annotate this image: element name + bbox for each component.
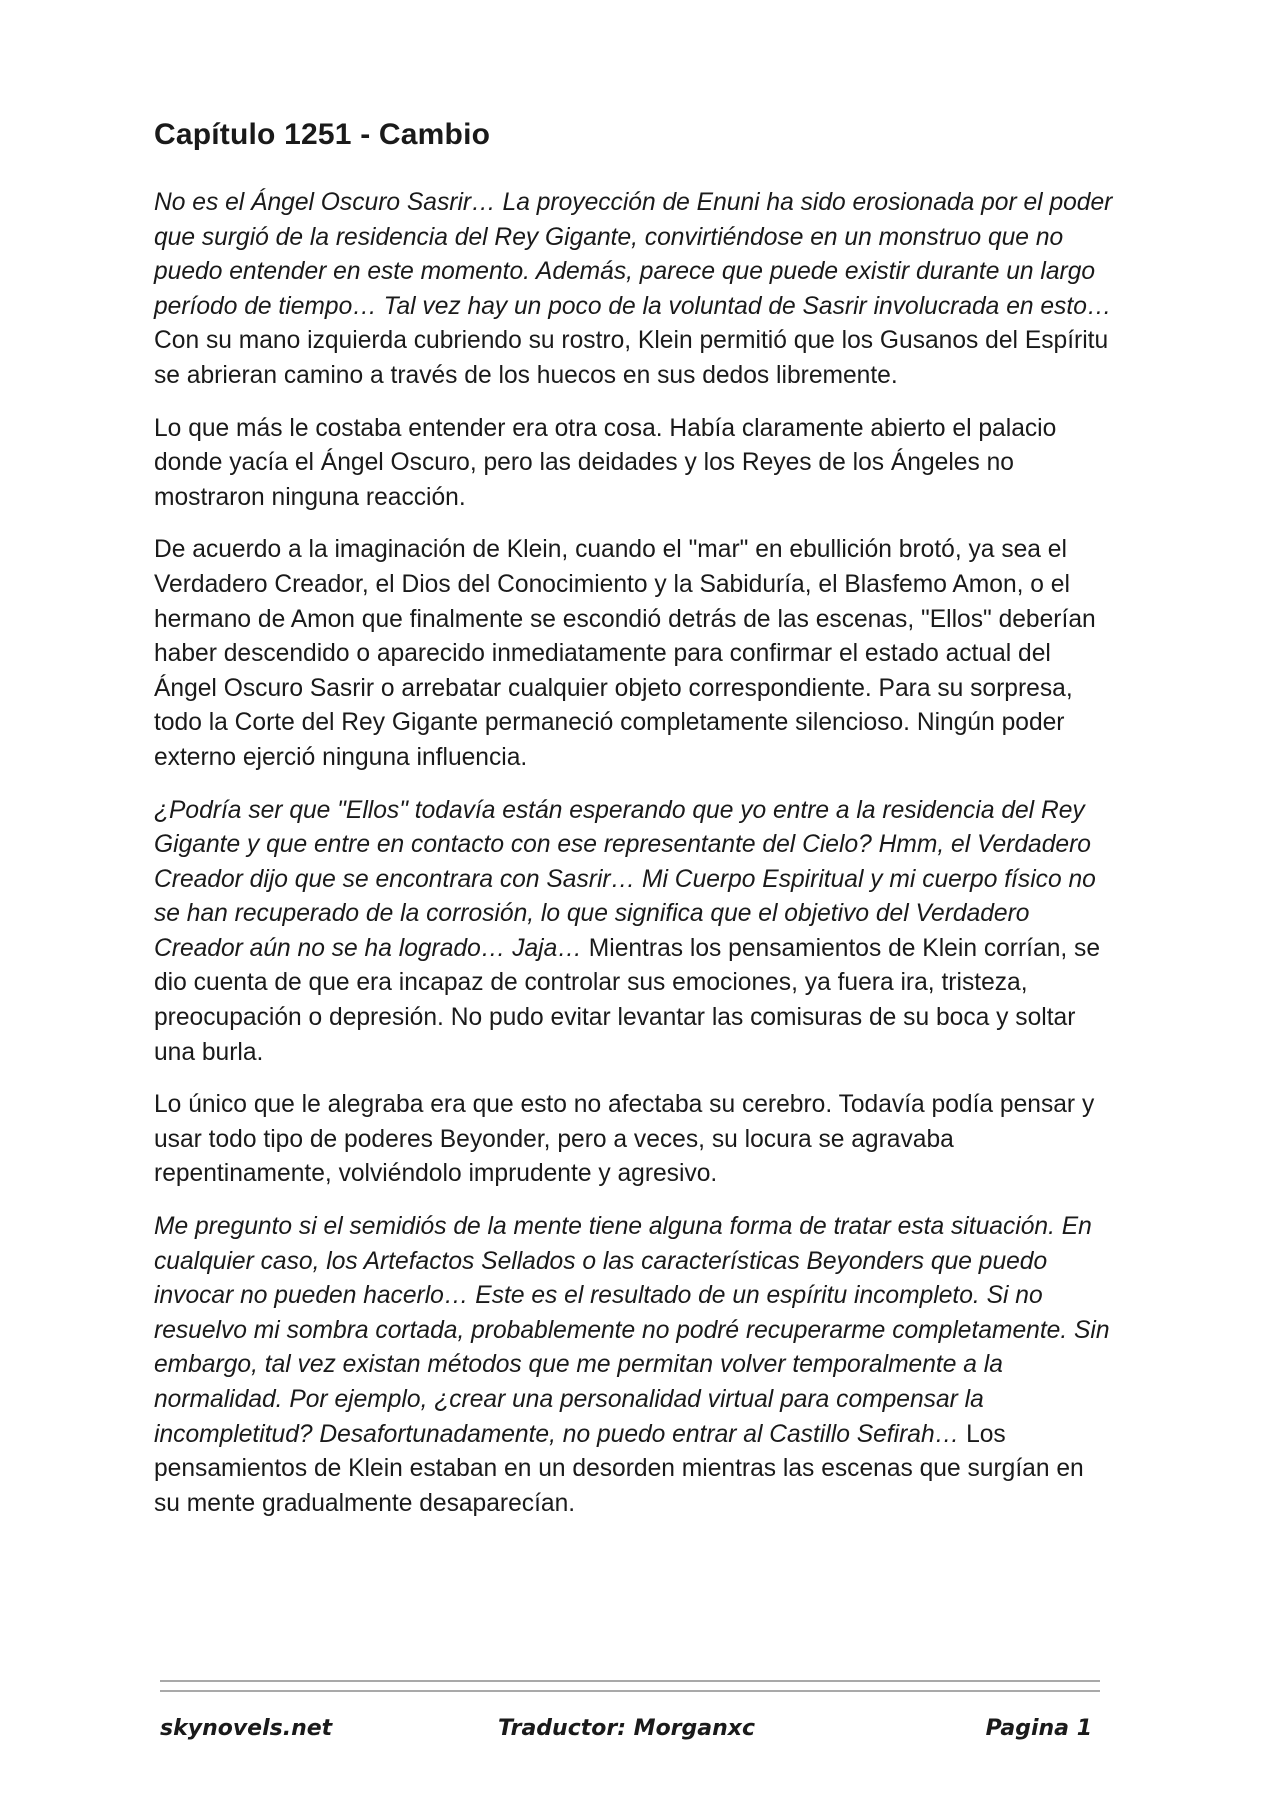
chapter-body xyxy=(154,186,1114,1521)
footer-translator: Traductor: Morganxc xyxy=(498,1716,756,1741)
paragraph xyxy=(154,412,1114,516)
footer-divider-top xyxy=(160,1680,1100,1682)
narration-text: Los pensamientos de Klein estaban en un desorden mientras las escenas que surgían en su mente gradualmente desaparecían. xyxy=(154,1420,1084,1517)
footer-page-number: Pagina 1 xyxy=(985,1716,1092,1741)
paragraph xyxy=(154,186,1114,394)
narration-text: De acuerdo a la imaginación de Klein, cuando el "mar" en ebullición brotó, ya sea el Verdadero Creador, el Dios del Conocimiento y la Sabiduría, el Blasfemo Amon, o el hermano de Amon que finalmente se escondió detrás de las escenas, "Ellos" deberían haber descendido o aparecido inmediatamente para confirmar el estado actual del Ángel Oscuro Sasrir o arrebatar cualquier objeto correspondiente. Para su sorpresa, todo la Corte del Rey Gigante permaneció completamente silencioso. Ningún poder externo ejerció ninguna influencia. xyxy=(154,536,1096,771)
chapter-title: Capítulo 1251 - Cambio xyxy=(154,118,491,151)
narration-text: Lo que más le costaba entender era otra cosa. Había claramente abierto el palacio donde yacía el Ángel Oscuro, pero las deidades y los Reyes de los Ángeles no mostraron ninguna reacción. xyxy=(154,414,1057,511)
thought-text: Me pregunto si el semidiós de la mente tiene alguna forma de tratar esta situación. En cualquier caso, los Artefactos Sellados o las características Beyonders que puedo invocar no pueden hacerlo… Este es el resultado de un espíritu incompleto. Si no resuelvo mi sombra cortada, probablemente no podré recuperarme completamente. Sin embargo, tal vez existan métodos que me permitan volver temporalmente a la normalidad. Por ejemplo, ¿crear una personalidad virtual para compensar la incompletitud? Desafortunadamente, no puedo entrar al Castillo Sefirah… xyxy=(154,1213,1110,1448)
thought-text: ¿Podría ser que "Ellos" todavía están esperando que yo entre a la residencia del Rey Gigante y que entre en contacto con ese representante del Cielo? Hmm, el Verdadero Creador dijo que se encontrara con Sasrir… Mi Cuerpo Espiritual y mi cuerpo físico no se han recuperado de la corrosión, lo que significa que el objetivo del Verdadero Creador aún no se ha logrado… Jaja… xyxy=(154,796,1096,962)
narration-text: Con su mano izquierda cubriendo su rostro, Klein permitió que los Gusanos del Espíritu se abrieran camino a través de los huecos en sus dedos libremente. xyxy=(154,327,1109,389)
narration-text: Lo único que le alegraba era que esto no afectaba su cerebro. Todavía podía pensar y usar todo tipo de poderes Beyonder, pero a veces, su locura se agravaba repentinamente, volviéndolo imprudente y agresivo. xyxy=(154,1091,1095,1188)
thought-text: No es el Ángel Oscuro Sasrir… La proyección de Enuni ha sido erosionada por el poder que surgió de la residencia del Rey Gigante, convirtiéndose en un monstruo que no puedo entender en este momento. Además, parece que puede existir durante un largo período de tiempo… Tal vez hay un poco de la voluntad de Sasrir involucrada en esto… xyxy=(154,189,1113,320)
paragraph xyxy=(154,533,1114,775)
narration-text: Mientras los pensamientos de Klein corrían, se dio cuenta de que era incapaz de controlar sus emociones, ya fuera ira, tristeza, preocupación o depresión. No pudo evitar levantar las comisuras de su boca y soltar una burla. xyxy=(154,934,1101,1066)
paragraph xyxy=(154,794,1114,1071)
footer-divider-bottom xyxy=(160,1690,1100,1692)
footer-site: skynovels.net xyxy=(160,1716,333,1741)
paragraph xyxy=(154,1210,1114,1521)
paragraph xyxy=(154,1088,1114,1192)
document-page xyxy=(154,118,1114,1539)
